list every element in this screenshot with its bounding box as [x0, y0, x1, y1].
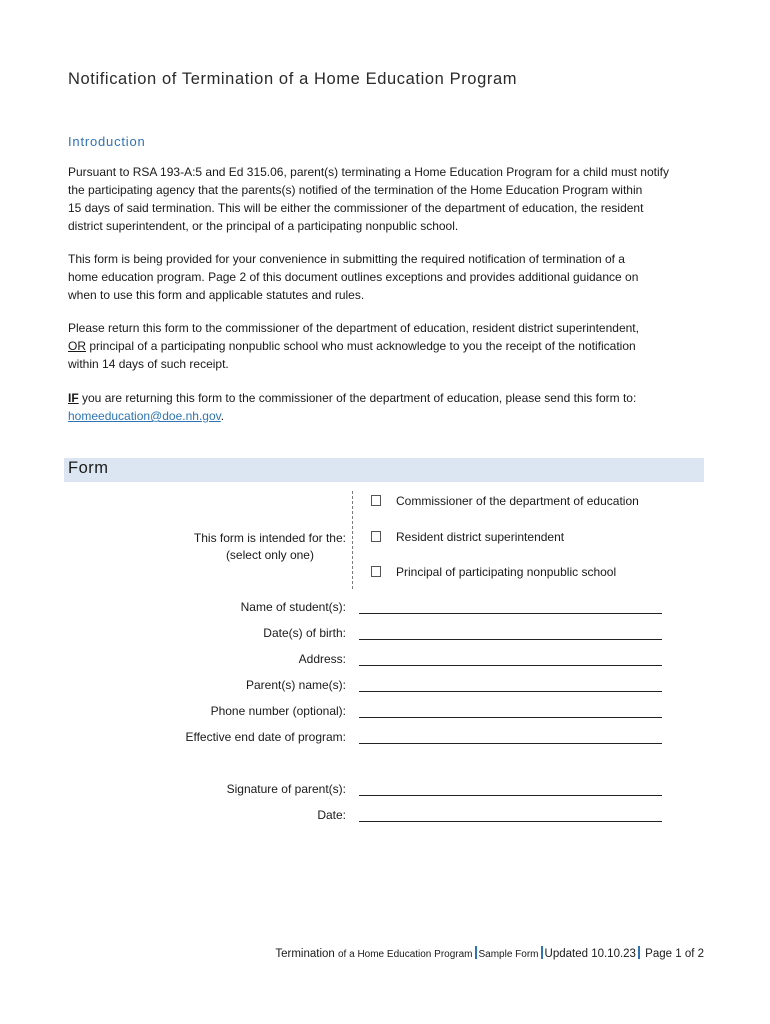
signature-field[interactable]	[359, 795, 662, 796]
option-nonpublic-principal[interactable]	[370, 565, 616, 579]
paragraph-text: principal of a participating nonpublic school who must acknowledge to you the receipt of the notification	[86, 339, 636, 353]
end-date-label: Effective end date of program:	[185, 730, 346, 744]
intro-paragraph-3	[68, 319, 708, 373]
address-label: Address:	[298, 652, 346, 666]
signature-date-field[interactable]	[359, 821, 662, 822]
option-label: Resident district superintendent	[396, 530, 565, 544]
birth-date-label: Date(s) of birth:	[263, 626, 346, 640]
student-name-label: Name of student(s):	[240, 600, 346, 614]
option-district-superintendent[interactable]	[370, 530, 564, 544]
paragraph-line: 15 days of said termination. This will be either the commissioner of the department of education, the resident	[68, 201, 644, 215]
option-label: Commissioner of the department of education	[396, 494, 639, 508]
form-heading: Form	[68, 459, 109, 477]
column-divider	[352, 491, 353, 589]
page-footer	[275, 946, 704, 960]
paragraph-line: the participating agency that the parents(s) notified of the termination of the Home Education Program within	[68, 183, 643, 197]
footer-page-number: Page 1 of 2	[645, 948, 704, 960]
footer-separator	[475, 946, 477, 959]
paragraph-line: Pursuant to RSA 193-A:5 and Ed 315.06, parent(s) terminating a Home Education Program for a child must notify	[68, 165, 669, 179]
paragraph-line: within 14 days of such receipt.	[68, 357, 229, 371]
paragraph-line: This form is being provided for your convenience in submitting the required notification of termination of a	[68, 252, 625, 266]
or-emphasis: OR	[68, 339, 86, 353]
option-label: Principal of participating nonpublic school	[396, 565, 617, 579]
if-emphasis: IF	[68, 391, 79, 405]
footer-title: Termination	[275, 948, 338, 960]
paragraph-line: Please return this form to the commissioner of the department of education, resident district superintendent,	[68, 321, 639, 335]
footer-separator	[541, 946, 543, 959]
signature-date-label: Date:	[317, 808, 346, 822]
paragraph-line: district superintendent, or the principal of a participating nonpublic school.	[68, 219, 459, 233]
end-date-field[interactable]	[359, 743, 662, 744]
address-field[interactable]	[359, 665, 662, 666]
parent-name-field[interactable]	[359, 691, 662, 692]
intro-paragraph-1	[68, 163, 708, 235]
form-section-band	[64, 458, 704, 482]
checkbox-icon[interactable]	[371, 566, 381, 577]
parent-name-label: Parent(s) name(s):	[245, 678, 346, 692]
paragraph-line: home education program. Page 2 of this document outlines exceptions and provides additional guidance on	[68, 270, 639, 284]
student-name-field[interactable]	[359, 613, 662, 614]
paragraph-line	[68, 389, 708, 407]
option-commissioner[interactable]	[370, 494, 639, 508]
email-link[interactable]: homeeducation@doe.nh.gov	[68, 409, 221, 423]
checkbox-icon[interactable]	[371, 495, 381, 506]
phone-field[interactable]	[359, 717, 662, 718]
paragraph-line	[68, 337, 708, 355]
paragraph-text: you are returning this form to the commissioner of the department of education, please send this form to:	[78, 391, 637, 405]
paragraph-text: .	[220, 409, 225, 423]
footer-sample-form: Sample Form	[478, 949, 539, 960]
paragraph-line	[68, 407, 708, 425]
footer-updated: Updated 10.10.23	[544, 948, 636, 960]
checkbox-icon[interactable]	[371, 531, 381, 542]
signature-label: Signature of parent(s):	[226, 782, 346, 796]
intended-for-label	[194, 530, 346, 564]
footer-separator	[638, 946, 640, 959]
introduction-heading: Introduction	[68, 134, 146, 149]
intro-paragraph-4	[68, 389, 708, 425]
phone-label: Phone number (optional):	[210, 704, 346, 718]
birth-date-field[interactable]	[359, 639, 662, 640]
intended-for-label-line-1: This form is intended for the:	[193, 531, 346, 545]
footer-title-rest: of a Home Education Program	[337, 949, 473, 960]
intro-paragraph-2	[68, 250, 708, 304]
page-title: Notification of Termination of a Home Education Program	[68, 70, 518, 88]
paragraph-line: when to use this form and applicable statutes and rules.	[68, 288, 365, 302]
intended-for-label-line-2: (select only one)	[225, 548, 314, 562]
